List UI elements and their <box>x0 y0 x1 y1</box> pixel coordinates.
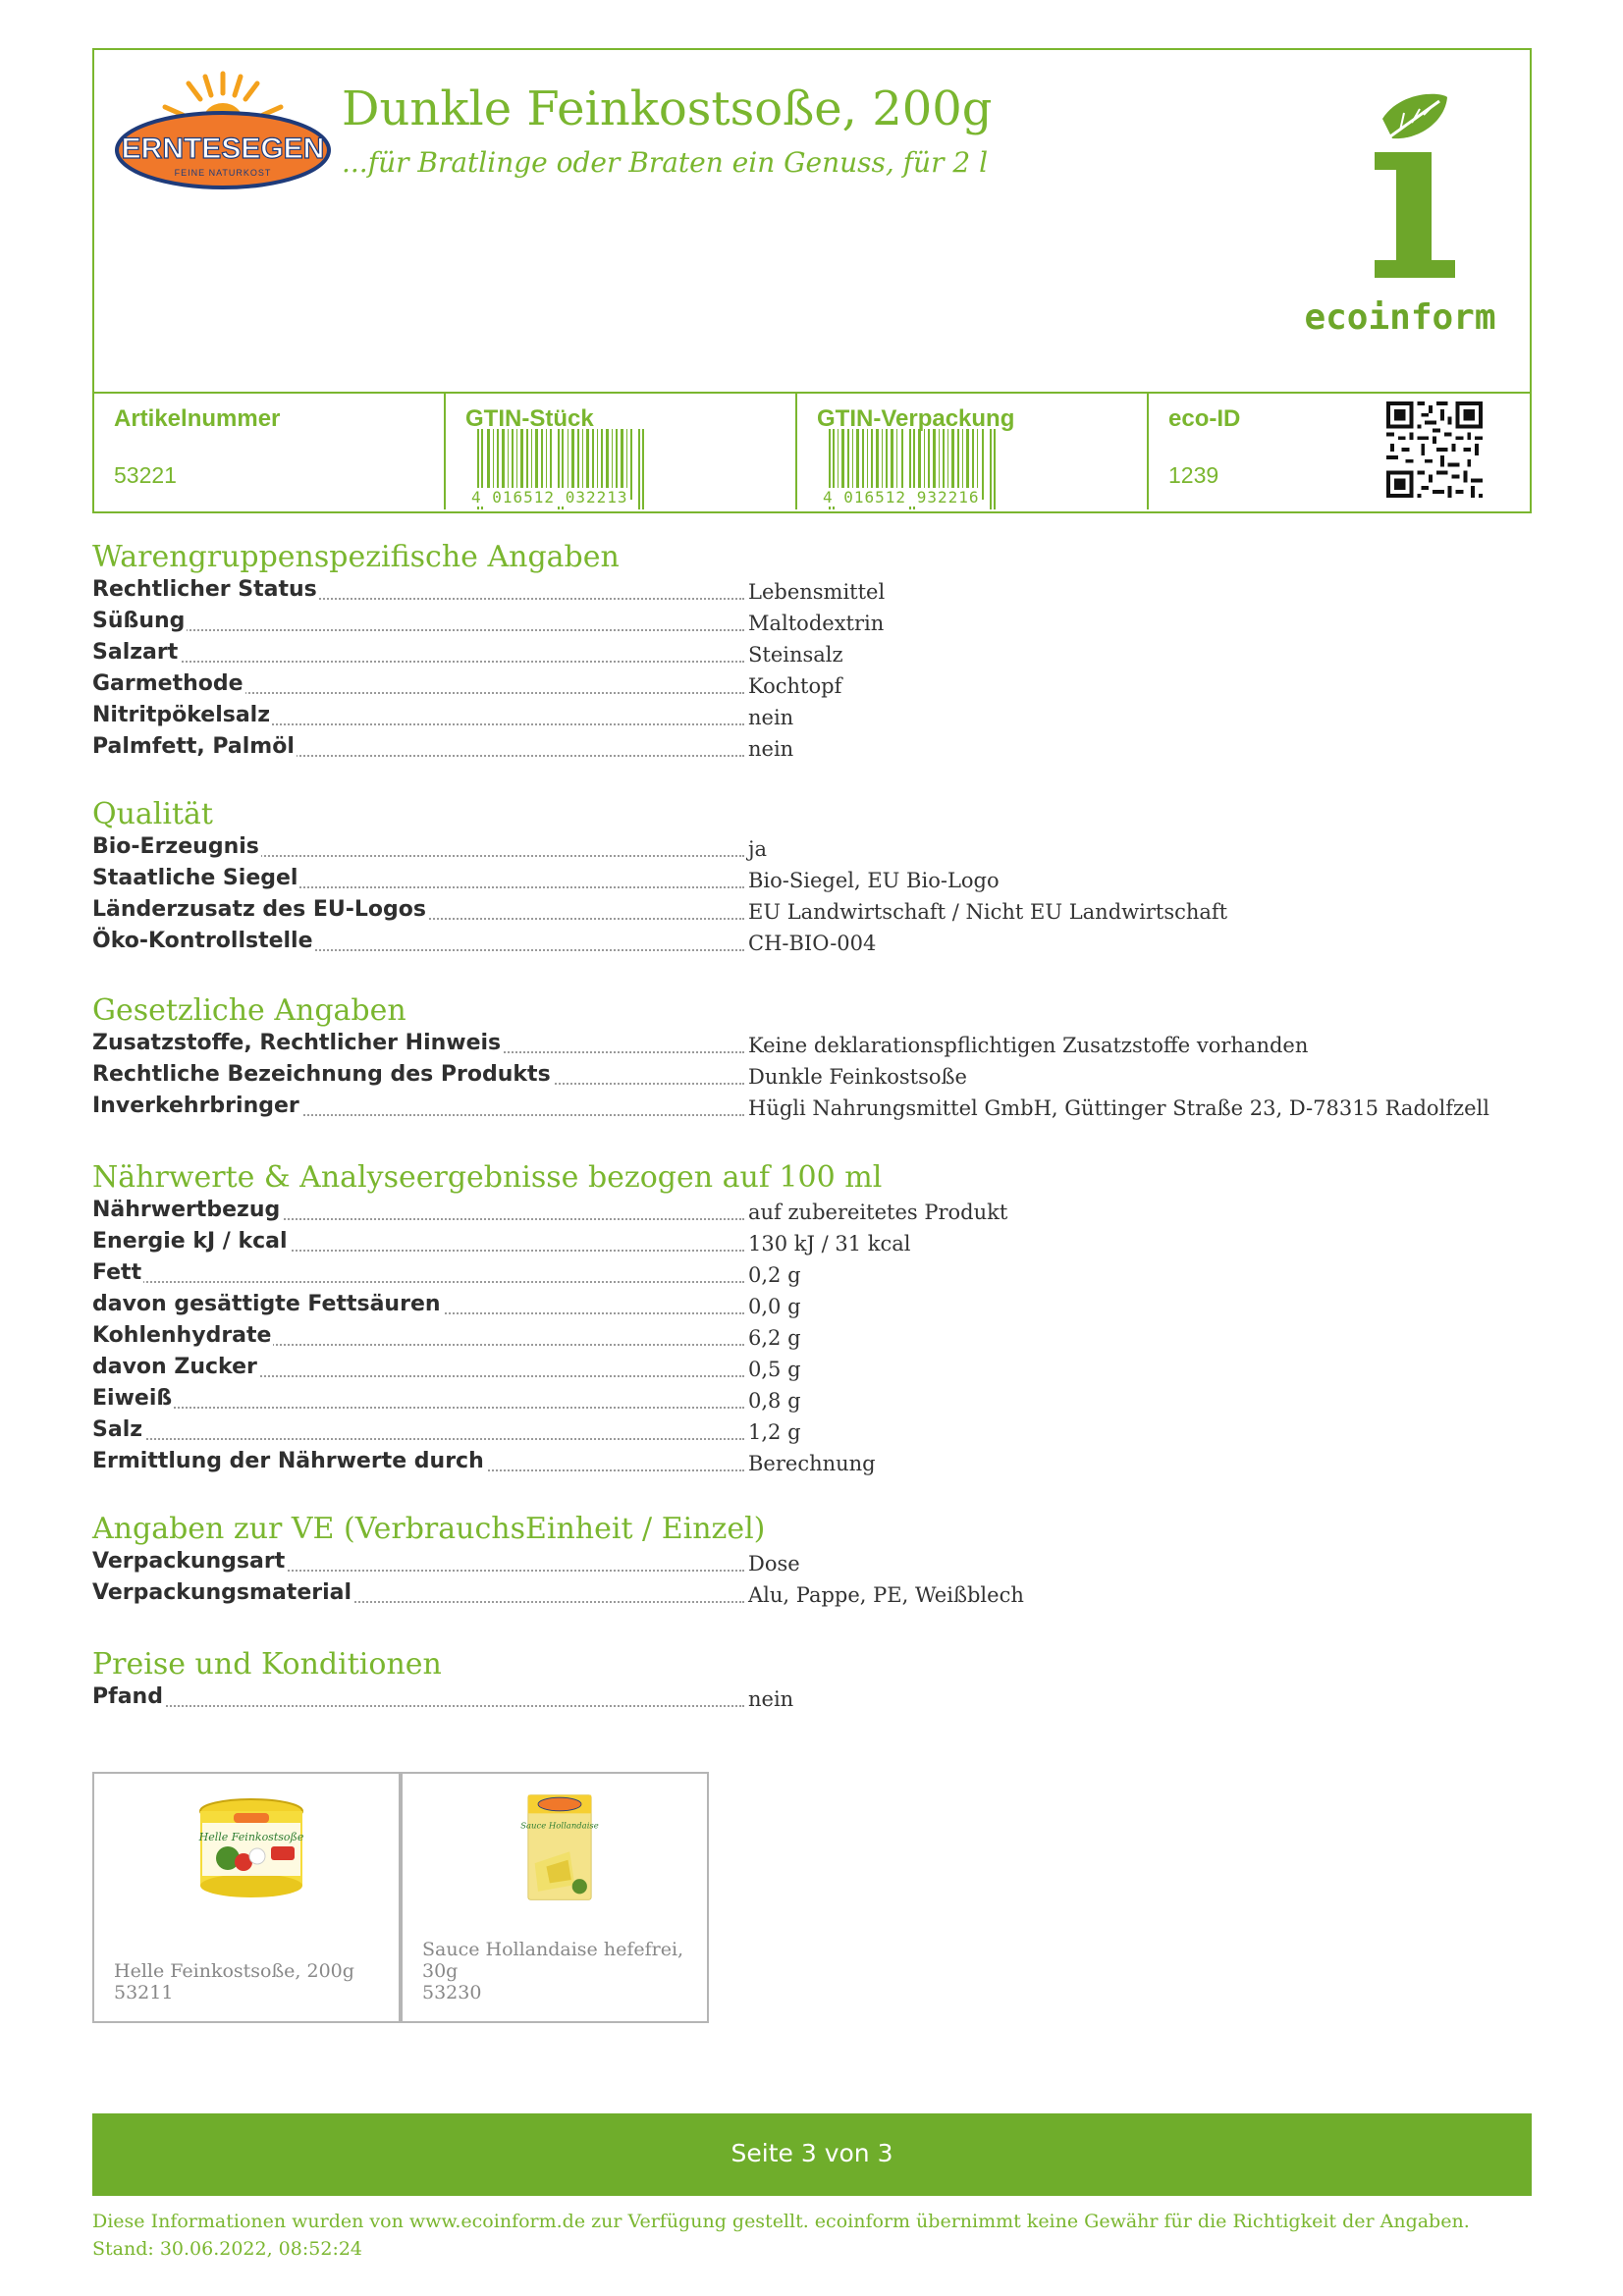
product-title: Dunkle Feinkostsoße, 200g <box>342 81 993 136</box>
row-label: Pfand <box>92 1684 163 1709</box>
table-row <box>92 895 1532 927</box>
brand-logo-text: ERNTESEGEN <box>121 133 325 165</box>
ecoinform-logo <box>1302 91 1498 356</box>
row-label: Fett <box>92 1260 142 1285</box>
section-ve <box>92 1512 1532 1610</box>
table-row <box>92 669 1532 701</box>
table-row <box>92 1258 1532 1290</box>
artikelnummer-label: Artikelnummer <box>114 405 281 432</box>
row-value: Kochtopf <box>748 674 842 698</box>
row-label: Nährwertbezug <box>92 1198 281 1222</box>
section-qualitaet <box>92 797 1532 958</box>
table-row <box>92 575 1532 607</box>
row-value: Steinsalz <box>748 643 843 667</box>
ecoinform-wordmark: ecoinform <box>1304 297 1496 338</box>
table-row <box>92 1682 1532 1714</box>
row-label: Verpackungsmaterial <box>92 1580 352 1605</box>
disclaimer-text: Diese Informationen wurden von www.ecoinform.de zur Verfügung gestellt. ecoinform übernimmt keine Gewähr für die Richtigkeit der Angaben. <box>92 2211 1470 2232</box>
timestamp-text: Stand: 30.06.2022, 08:52:24 <box>92 2238 363 2260</box>
section-title: Qualität <box>92 797 213 831</box>
product-sachet-image <box>501 1793 619 1901</box>
table-row <box>92 1029 1532 1060</box>
row-value: Dunkle Feinkostsoße <box>748 1065 967 1089</box>
row-value: ja <box>748 837 768 861</box>
row-label: Staatliche Siegel <box>92 866 298 890</box>
section-gesetzlich <box>92 993 1532 1123</box>
table-row <box>92 1321 1532 1353</box>
related-product-card[interactable] <box>401 1772 709 2023</box>
row-value: EU Landwirtschaft / Nicht EU Landwirtschaft <box>748 900 1228 924</box>
row-label: Palmfett, Palmöl <box>92 734 295 759</box>
row-label: Rechtlicher Status <box>92 577 317 602</box>
row-value: Lebensmittel <box>748 580 886 604</box>
product-header <box>92 48 1532 513</box>
tin-label: Helle Feinkostsoße <box>198 1831 304 1843</box>
row-value: Berechnung <box>748 1452 876 1475</box>
table-row <box>92 1290 1532 1321</box>
qr-code-icon <box>1386 401 1483 498</box>
table-row <box>92 1196 1532 1227</box>
leaf-one-icon <box>1302 91 1498 297</box>
related-product-name: Sauce Hollandaise hefefrei, 30g <box>422 1939 684 1982</box>
row-value: nein <box>748 706 794 729</box>
row-value: 0,0 g <box>748 1295 801 1318</box>
row-value: 0,8 g <box>748 1389 801 1413</box>
table-row <box>92 732 1532 764</box>
row-label: Garmethode <box>92 671 243 696</box>
section-warengruppe <box>92 540 1532 764</box>
table-row <box>92 1092 1532 1123</box>
table-row <box>92 1415 1532 1447</box>
product-tin-image <box>192 1793 310 1901</box>
brand-logo-tagline: FEINE NATURKOST <box>174 168 272 178</box>
row-value: nein <box>748 1687 794 1711</box>
row-label: Ermittlung der Nährwerte durch <box>92 1449 484 1473</box>
row-value: Dose <box>748 1552 800 1575</box>
row-value: Bio-Siegel, EU Bio-Logo <box>748 869 1000 892</box>
row-label: Rechtliche Bezeichnung des Produkts <box>92 1062 551 1087</box>
table-row <box>92 1353 1532 1384</box>
gtin-stueck-value: 4 016512 032213 <box>471 488 628 507</box>
table-row <box>92 1060 1532 1092</box>
gtin-verpackung-cell <box>797 394 1149 513</box>
related-product-id: 53211 <box>114 1982 174 2003</box>
row-label: davon Zucker <box>92 1355 257 1379</box>
sachet-label: Sauce Hollandaise <box>520 1820 599 1831</box>
page-indicator: Seite 3 von 3 <box>730 2139 893 2167</box>
table-row <box>92 832 1532 864</box>
row-value: Keine deklarationspflichtigen Zusatzstoffe vorhanden <box>748 1034 1309 1057</box>
row-label: Inverkehrbringer <box>92 1094 299 1118</box>
related-product-name: Helle Feinkostsoße, 200g <box>114 1960 354 1982</box>
row-label: davon gesättigte Fettsäuren <box>92 1292 441 1316</box>
related-product-id: 53230 <box>422 1982 482 2003</box>
row-label: Energie kJ / kcal <box>92 1229 288 1254</box>
row-label: Bio-Erzeugnis <box>92 834 259 859</box>
header-top <box>94 50 1530 392</box>
row-value: nein <box>748 737 794 761</box>
row-value: auf zubereitetes Produkt <box>748 1201 1008 1224</box>
table-row <box>92 701 1532 732</box>
gtin-stueck-label: GTIN-Stück <box>465 405 594 432</box>
row-value: 6,2 g <box>748 1326 801 1350</box>
row-label: Salz <box>92 1417 143 1442</box>
row-label: Öko-Kontrollstelle <box>92 929 313 953</box>
table-row <box>92 607 1532 638</box>
row-value: Maltodextrin <box>748 612 885 635</box>
artikelnummer-cell <box>94 394 446 513</box>
section-naehrwerte <box>92 1160 1532 1478</box>
row-label: Kohlenhydrate <box>92 1323 272 1348</box>
gtin-verpackung-label: GTIN-Verpackung <box>817 405 1015 432</box>
row-value: 130 kJ / 31 kcal <box>748 1232 911 1255</box>
row-value: 1,2 g <box>748 1420 801 1444</box>
row-value: 0,2 g <box>748 1263 801 1287</box>
row-label: Länderzusatz des EU-Logos <box>92 897 426 922</box>
section-title: Preise und Konditionen <box>92 1647 442 1682</box>
table-row <box>92 1447 1532 1478</box>
row-label: Süßung <box>92 609 186 633</box>
table-row <box>92 1547 1532 1578</box>
row-label: Eiweiß <box>92 1386 173 1411</box>
row-label: Zusatzstoffe, Rechtlicher Hinweis <box>92 1031 502 1055</box>
section-title: Angaben zur VE (VerbrauchsEinheit / Einzel) <box>92 1512 766 1546</box>
table-row <box>92 927 1532 958</box>
related-product-card[interactable] <box>92 1772 401 2023</box>
eco-id-value: 1239 <box>1168 462 1219 488</box>
brand-logo <box>114 70 332 202</box>
table-row <box>92 1227 1532 1258</box>
eco-id-label: eco-ID <box>1168 405 1241 432</box>
row-label: Nitritpökelsalz <box>92 703 271 727</box>
section-preise <box>92 1647 1532 1714</box>
table-row <box>92 1578 1532 1610</box>
row-value: 0,5 g <box>748 1358 801 1381</box>
row-label: Salzart <box>92 640 179 665</box>
artikelnummer-value: 53221 <box>114 462 177 488</box>
table-row <box>92 864 1532 895</box>
section-title: Nährwerte & Analyseergebnisse bezogen auf 100 ml <box>92 1160 883 1195</box>
gtin-verpackung-value: 4 016512 932216 <box>823 488 980 507</box>
product-subtitle: ...für Bratlinge oder Braten ein Genuss, für 2 l <box>342 146 989 179</box>
page-indicator-bar <box>92 2113 1532 2196</box>
table-row <box>92 638 1532 669</box>
table-row <box>92 1384 1532 1415</box>
section-title: Warengruppenspezifische Angaben <box>92 540 620 574</box>
section-title: Gesetzliche Angaben <box>92 993 406 1028</box>
row-value: CH-BIO-004 <box>748 932 877 955</box>
gtin-stueck-cell <box>446 394 797 513</box>
row-value: Hügli Nahrungsmittel GmbH, Güttinger Straße 23, D-78315 Radolfzell <box>748 1096 1489 1120</box>
row-label: Verpackungsart <box>92 1549 286 1574</box>
row-value: Alu, Pappe, PE, Weißblech <box>748 1583 1024 1607</box>
